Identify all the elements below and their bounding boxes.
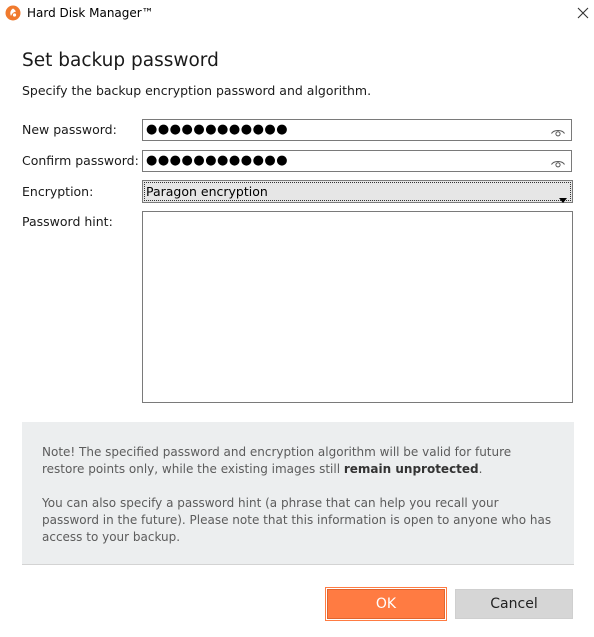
new-password-field[interactable] bbox=[142, 119, 572, 141]
cancel-button[interactable]: Cancel bbox=[455, 589, 573, 619]
show-password-eye-icon[interactable] bbox=[550, 124, 566, 137]
encryption-label: Encryption: bbox=[22, 184, 94, 199]
chevron-down-icon bbox=[559, 188, 567, 193]
confirm-password-value: ●●●●●●●●●●●● bbox=[146, 153, 289, 168]
ok-button[interactable]: OK bbox=[327, 589, 445, 619]
confirm-password-field[interactable] bbox=[142, 150, 572, 172]
note-paragraph-1 bbox=[42, 444, 557, 478]
note-text-end: . bbox=[478, 462, 483, 476]
password-hint-label: Password hint: bbox=[22, 214, 113, 229]
dialog-subheading: Specify the backup encryption password and algorithm. bbox=[22, 83, 372, 98]
new-password-label: New password: bbox=[22, 122, 117, 137]
note-paragraph-2: You can also specify a password hint (a phrase that can help you recall your password in the future). Please note that this information is open to anyone who has access to your backup. bbox=[42, 496, 552, 544]
encryption-select[interactable] bbox=[142, 180, 573, 203]
note-text: Note! The specified password and encryption algorithm will be valid for future restore points only, while the existing images still bbox=[42, 445, 512, 476]
note-emphasis: remain unprotected bbox=[343, 462, 479, 476]
password-hint-textarea[interactable] bbox=[142, 211, 573, 403]
new-password-value: ●●●●●●●●●●●● bbox=[146, 122, 289, 137]
title-bar bbox=[0, 0, 594, 30]
dialog-heading: Set backup password bbox=[22, 50, 219, 71]
window-title: Hard Disk Manager™ bbox=[27, 6, 154, 20]
show-password-eye-icon[interactable] bbox=[550, 155, 566, 168]
hard-disk-manager-logo-icon bbox=[5, 5, 21, 21]
note-panel bbox=[22, 422, 574, 565]
confirm-password-label: Confirm password: bbox=[22, 153, 139, 168]
encryption-selected-value: Paragon encryption bbox=[146, 184, 268, 199]
close-icon[interactable] bbox=[572, 2, 594, 24]
